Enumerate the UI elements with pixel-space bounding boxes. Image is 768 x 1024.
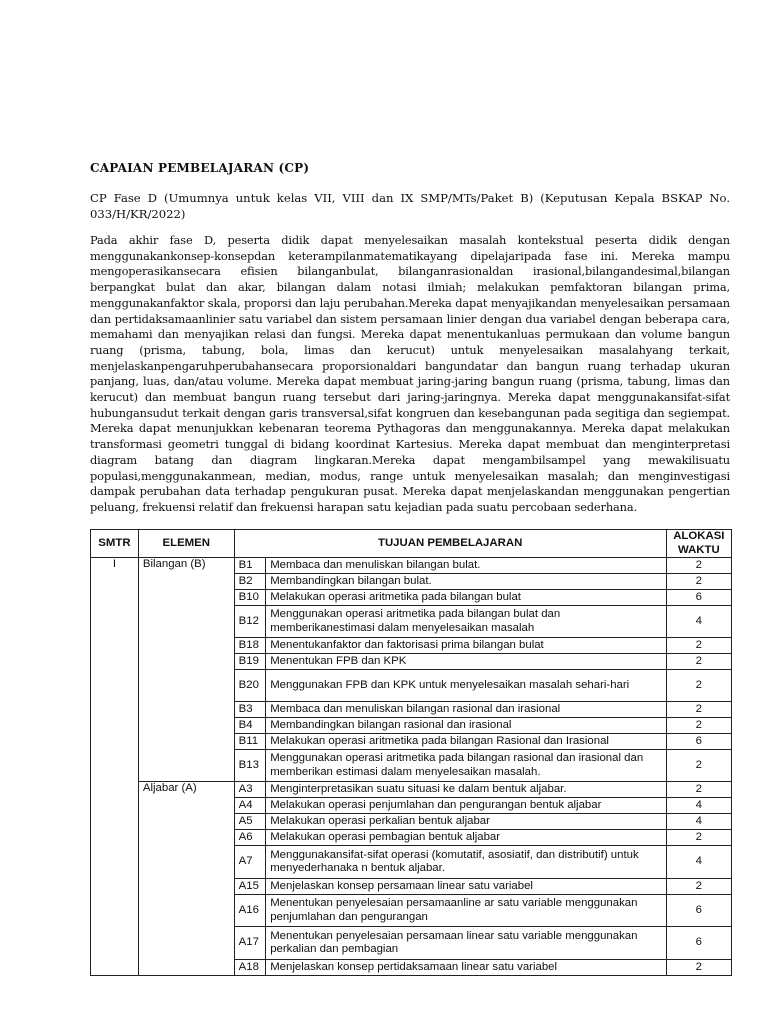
- objective-description: Menjelaskan konsep pertidaksamaan linear satu variabel: [266, 960, 666, 976]
- cp-intro: CP Fase D (Umumnya untuk kelas VII, VIII dan IX SMP/MTs/Paket B) (Keputusan Kepala BSKAP No. 033/H/KR/2022): [90, 191, 730, 221]
- table-body: [91, 558, 732, 976]
- table-header-row: [91, 530, 732, 558]
- allocation-value: 6: [666, 895, 731, 927]
- objective-code: B19: [234, 654, 266, 670]
- header-tujuan: TUJUAN PEMBELAJARAN: [234, 530, 666, 558]
- objective-code: A7: [234, 846, 266, 879]
- cp-paragraph: Pada akhir fase D, peserta didik dapat menyelesaikan masalah kontekstual peserta didik dengan menggunakankonsep-konsepdan keterampilanmatematikayang dipelajaripada fase ini. Mereka mampu mengoperasikansecara efisien bilanganbulat, bilanganrasionaldan irasional,bilangandesimal,bilangan berpangkat bulat dan akar, bilangan dalam notasi ilmiah; melakukan pemfaktoran bilangan prima, menggunakanfaktor skala, proporsi dan laju perubahan.Mereka dapat menyajikandan menyelesaikan persamaan dan pertidaksamaanlinier satu variabel dan sistem persamaan linier dengan dua variabel dengan beberapa cara, memahami dan menyajikan relasi dan fungsi. Mereka dapat menentukanluas permukaan dan volume bangun ruang (prisma, tabung, bola, limas dan kerucut) untuk menyelesaikan masalahyang terkait, menjelaskanpengaruhperubahansecara proporsionaldari bangundatar dan bangun ruang terhadap ukuran panjang, luas, dan/atau volume. Mereka dapat membuat jaring-jaring bangun ruang (prisma, tabung, limas dan kerucut) dan membuat bangun ruang tersebut dari jaring-jaringnya. Mereka dapat menggunakansifat-sifat hubungansudut terkait dengan garis transversal,sifat kongruen dan kesebangunan pada segitiga dan segiempat. Mereka dapat menunjukkan kebenaran teorema Pythagoras dan menggunakannya. Mereka dapat melakukan transformasi geometri tunggal di bidang koordinat Kartesius. Mereka dapat membuat dan menginterpretasi diagram batang dan diagram lingkaran.Mereka dapat mengambilsampel yang mewakilisuatu populasi,menggunakanmean, median, modus, range untuk menyelesaikan masalah; dan menginvestigasi dampak perubahan data terhadap pengukuran pusat. Mereka dapat menjelaskandan menggunakan pengertian peluang, frekuensi relatif dan frekuensi harapan satu kejadian pada suatu percobaan sederhana.: [90, 233, 730, 514]
- header-smtr: SMTR: [91, 530, 139, 558]
- objective-description: Melakukan operasi aritmetika pada bilangan Rasional dan Irasional: [266, 734, 666, 750]
- allocation-value: 2: [666, 638, 731, 654]
- allocation-value: 2: [666, 558, 731, 574]
- objective-description: Membandingkan bilangan bulat.: [266, 574, 666, 590]
- semester-cell: I: [91, 558, 139, 976]
- objective-code: B4: [234, 718, 266, 734]
- objective-code: B12: [234, 606, 266, 638]
- allocation-value: 4: [666, 846, 731, 879]
- objective-code: B2: [234, 574, 266, 590]
- objective-code: B1: [234, 558, 266, 574]
- allocation-value: 2: [666, 750, 731, 782]
- allocation-value: 2: [666, 718, 731, 734]
- allocation-value: 2: [666, 654, 731, 670]
- elemen-cell: Bilangan (B): [138, 558, 234, 782]
- objective-code: A16: [234, 895, 266, 927]
- objective-code: B10: [234, 590, 266, 606]
- table-row: [91, 558, 732, 574]
- header-alokasi: ALOKASI WAKTU: [666, 530, 731, 558]
- objective-code: A4: [234, 798, 266, 814]
- allocation-value: 4: [666, 814, 731, 830]
- allocation-value: 4: [666, 798, 731, 814]
- objective-code: B20: [234, 670, 266, 702]
- objective-description: Membaca dan menuliskan bilangan bulat.: [266, 558, 666, 574]
- allocation-value: 6: [666, 927, 731, 960]
- objective-description: Melakukan operasi pembagian bentuk aljabar: [266, 830, 666, 846]
- learning-objectives-table: [90, 529, 732, 976]
- allocation-value: 2: [666, 574, 731, 590]
- objective-description: Menginterpretasikan suatu situasi ke dalam bentuk aljabar.: [266, 782, 666, 798]
- objective-description: Menggunakan operasi aritmetika pada bilangan bulat dan memberikanestimasi dalam menyelesaikan masalah: [266, 606, 666, 638]
- objective-code: A6: [234, 830, 266, 846]
- header-elemen: ELEMEN: [138, 530, 234, 558]
- objective-code: B18: [234, 638, 266, 654]
- allocation-value: 2: [666, 830, 731, 846]
- objective-description: Menentukan penyelesaian persamaan linear satu variable menggunakan perkalian dan pembagian: [266, 927, 666, 960]
- objective-code: B11: [234, 734, 266, 750]
- objective-description: Melakukan operasi perkalian bentuk aljabar: [266, 814, 666, 830]
- objective-code: A17: [234, 927, 266, 960]
- allocation-value: 4: [666, 606, 731, 638]
- objective-code: A3: [234, 782, 266, 798]
- objective-description: Menggunakansifat-sifat operasi (komutatif, asosiatif, dan distributif) untuk menyederhanaka n bentuk aljabar.: [266, 846, 666, 879]
- objective-code: B13: [234, 750, 266, 782]
- allocation-value: 2: [666, 960, 731, 976]
- allocation-value: 6: [666, 590, 731, 606]
- objective-description: Menggunakan operasi aritmetika pada bilangan rasional dan irasional dan memberikan estimasi dalam menyelesaikan masalah.: [266, 750, 666, 782]
- objective-description: Menentukan FPB dan KPK: [266, 654, 666, 670]
- objective-code: A15: [234, 879, 266, 895]
- allocation-value: 2: [666, 702, 731, 718]
- objective-description: Membaca dan menuliskan bilangan rasional dan irasional: [266, 702, 666, 718]
- objective-description: Melakukan operasi aritmetika pada bilangan bulat: [266, 590, 666, 606]
- allocation-value: 2: [666, 670, 731, 702]
- objective-description: Menentukanfaktor dan faktorisasi prima bilangan bulat: [266, 638, 666, 654]
- objective-code: B3: [234, 702, 266, 718]
- objective-code: A5: [234, 814, 266, 830]
- objective-description: Menjelaskan konsep persamaan linear satu variabel: [266, 879, 666, 895]
- page-title: CAPAIAN PEMBELAJARAN (CP): [90, 161, 310, 175]
- objective-code: A18: [234, 960, 266, 976]
- objective-description: Menentukan penyelesaian persamaanline ar satu variable menggunakan penjumlahan dan pengurangan: [266, 895, 666, 927]
- allocation-value: 2: [666, 879, 731, 895]
- allocation-value: 6: [666, 734, 731, 750]
- elemen-cell: Aljabar (A): [138, 782, 234, 976]
- table-row: [91, 782, 732, 798]
- objective-description: Membandingkan bilangan rasional dan irasional: [266, 718, 666, 734]
- objective-description: Melakukan operasi penjumlahan dan pengurangan bentuk aljabar: [266, 798, 666, 814]
- allocation-value: 2: [666, 782, 731, 798]
- objective-description: Menggunakan FPB dan KPK untuk menyelesaikan masalah sehari-hari: [266, 670, 666, 702]
